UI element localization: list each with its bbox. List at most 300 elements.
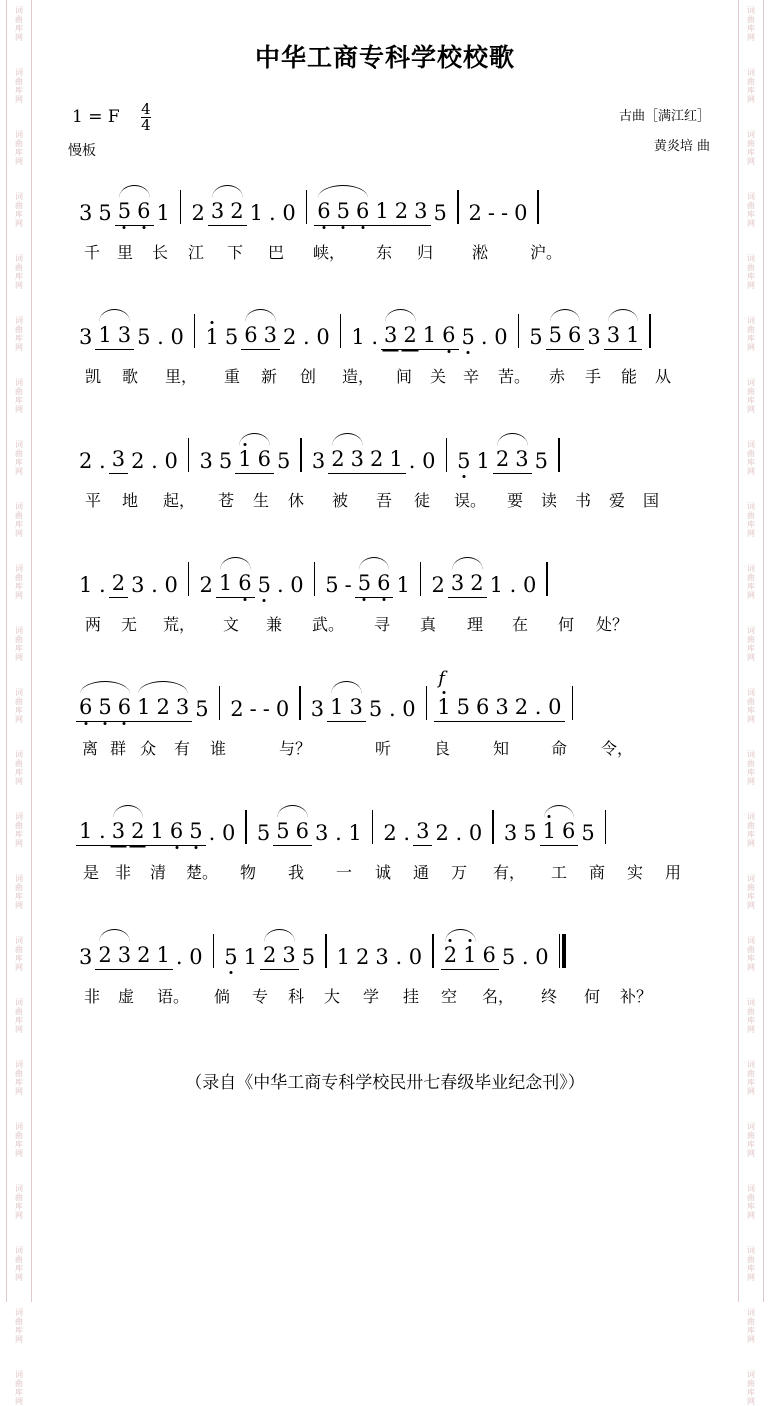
measure	[428, 570, 539, 598]
note: 5	[186, 818, 205, 846]
slur	[277, 805, 308, 818]
barline	[314, 562, 316, 596]
note: 1 .	[76, 818, 109, 846]
note: 1	[243, 945, 257, 969]
music-system-2	[40, 298, 730, 422]
note: 1	[336, 945, 351, 969]
measure	[434, 668, 564, 722]
note: 3	[115, 942, 134, 970]
watermark-text: 词曲库网	[747, 936, 755, 972]
note: 2	[493, 446, 512, 474]
watermark-text: 词曲库网	[747, 1184, 755, 1220]
lyric: 巴	[267, 243, 284, 262]
note: 2	[400, 322, 419, 350]
measure	[76, 942, 206, 970]
lyric: 众	[139, 739, 156, 758]
watermark-text: 词曲库网	[747, 874, 755, 910]
note: 3	[173, 694, 192, 722]
watermark-text: 词曲库网	[747, 1246, 755, 1282]
barline	[325, 934, 327, 968]
note: 2	[467, 570, 486, 598]
note: 1 .	[79, 573, 106, 597]
note: 2	[134, 942, 153, 970]
measure	[380, 818, 485, 846]
lyric: 凯	[84, 367, 101, 386]
note: 1 .	[351, 325, 379, 349]
note: 1	[540, 818, 559, 846]
watermark-text: 词曲库网	[747, 1370, 755, 1406]
credit-composer: 黄炎培 曲	[653, 139, 710, 154]
lyric: 江	[187, 243, 204, 262]
measure	[454, 446, 551, 474]
lyric: 里	[116, 243, 133, 262]
beamed-group	[109, 818, 148, 846]
note: 1	[154, 942, 173, 970]
lyric: 下	[226, 243, 243, 262]
music-system-6	[40, 794, 730, 918]
note: . 0	[268, 201, 296, 225]
slur	[138, 681, 188, 694]
barline	[300, 438, 302, 472]
note: 2	[227, 198, 246, 226]
lyrics-row	[40, 860, 730, 883]
note: -	[500, 201, 509, 225]
beamed-group	[448, 570, 487, 598]
note: 5	[115, 198, 134, 226]
barline-final	[559, 934, 561, 968]
lyric: 寻	[373, 615, 390, 634]
note: 3	[411, 198, 430, 226]
lyric: 淞	[471, 243, 488, 262]
lyric: 空	[440, 987, 457, 1006]
lyric: 要	[506, 491, 523, 510]
note: 1	[623, 322, 642, 350]
lyric: 手	[584, 367, 601, 386]
note: 3	[503, 821, 518, 845]
lyric: 万	[450, 863, 467, 882]
lyric: 是	[82, 863, 99, 882]
beamed-group	[367, 446, 406, 474]
watermark-text: 词曲库网	[747, 254, 755, 290]
measure	[76, 694, 212, 722]
slur	[385, 309, 416, 322]
note: 2 . 0	[131, 449, 178, 473]
lyric: 被	[331, 491, 348, 510]
score-content	[40, 0, 730, 1302]
watermark-text: 词曲库网	[747, 502, 755, 538]
note: 1	[156, 201, 170, 225]
watermark-text: 词曲库网	[747, 440, 755, 476]
lyrics-row	[40, 736, 730, 759]
lyric: 辛	[462, 367, 479, 386]
note: 6	[134, 198, 153, 226]
watermark-text: 词曲库网	[747, 68, 755, 104]
note: -	[487, 201, 495, 225]
measure	[188, 198, 298, 226]
note: 6	[565, 322, 584, 350]
lyric: 诚	[374, 863, 391, 882]
slur	[608, 309, 639, 322]
watermark-text: 词曲库网	[15, 1122, 23, 1158]
barline	[558, 438, 560, 472]
note: 6	[115, 694, 134, 722]
note: 5	[218, 449, 233, 473]
slur	[359, 557, 390, 570]
watermark-text: 词曲库网	[15, 998, 23, 1034]
watermark-text: 词曲库网	[15, 378, 23, 414]
lyrics-row	[40, 364, 730, 387]
note: 5	[98, 201, 112, 225]
lyric: 专	[251, 987, 268, 1006]
lyric: 苦。	[497, 367, 530, 386]
lyrics-row	[40, 240, 730, 263]
note: 5 . 0	[368, 697, 416, 721]
barline	[420, 562, 422, 596]
lyric: 真	[419, 615, 436, 634]
note: 5	[454, 448, 473, 474]
beamed-group	[134, 942, 173, 970]
lyric: 千	[83, 243, 100, 262]
watermark-text: 词曲库网	[15, 130, 23, 166]
watermark-text: 词曲库网	[15, 6, 23, 42]
watermark-text: 词曲库网	[15, 936, 23, 972]
note: 3	[261, 322, 280, 350]
watermark-strip-left	[6, 0, 32, 1406]
lyric: 商	[588, 863, 605, 882]
lyric: 谁	[209, 739, 226, 758]
lyric: 有，	[492, 863, 525, 882]
source-note: （录自《中华工商专科学校民卅七春级毕业纪念刊》）	[185, 1073, 585, 1093]
watermark-text: 词曲库网	[15, 564, 23, 600]
note: 5	[355, 570, 374, 598]
watermark-text: 词曲库网	[15, 1246, 23, 1282]
note: 6	[76, 694, 95, 722]
note: 5	[529, 325, 543, 349]
lyric: 两	[84, 615, 101, 634]
slur	[113, 805, 144, 818]
lyric: 在	[511, 615, 528, 634]
note: 2	[128, 818, 147, 846]
note: 1	[327, 694, 346, 722]
note: -	[344, 573, 352, 597]
lyric: 归	[416, 243, 433, 262]
measure	[441, 942, 552, 970]
note: 2 . 0	[282, 325, 330, 349]
note: 6	[439, 322, 458, 350]
lyric: 补？	[619, 987, 652, 1006]
beamed-group	[260, 942, 299, 970]
lyric: 名，	[481, 987, 514, 1006]
note: 3 . 0	[375, 945, 423, 969]
note: . 0	[480, 325, 508, 349]
note: 3	[311, 449, 326, 473]
note: 6	[473, 694, 492, 722]
watermark-text: 词曲库网	[15, 502, 23, 538]
lyric: 国	[642, 491, 659, 510]
lyric: 倘	[213, 987, 230, 1006]
lyric: 造，	[341, 367, 374, 386]
watermark-text: 词曲库网	[747, 750, 755, 786]
note: 5	[224, 325, 239, 349]
beamed-group	[208, 198, 247, 226]
measure	[76, 198, 173, 226]
note: 1	[396, 573, 410, 597]
beamed-group	[381, 322, 420, 350]
lyric: 楚。	[185, 863, 218, 882]
music-system-7	[40, 918, 730, 1042]
lyric: 休	[287, 491, 304, 510]
note: 3	[109, 818, 128, 846]
note: 1	[235, 446, 254, 474]
measure	[221, 942, 318, 970]
lyric: 读	[540, 491, 557, 510]
note: 5	[256, 821, 271, 845]
measure	[314, 198, 450, 226]
note: -	[249, 697, 257, 721]
note: . 0	[408, 449, 436, 473]
watermark-text: 词曲库网	[15, 440, 23, 476]
lyric: 误。	[453, 491, 486, 510]
slur	[99, 929, 130, 942]
note: 1	[134, 694, 153, 722]
lyric: 创	[299, 367, 316, 386]
note: 5	[276, 449, 291, 473]
lyric: 终	[540, 987, 557, 1006]
note: 3	[448, 570, 467, 598]
note: 3	[492, 694, 511, 722]
note: 6	[255, 446, 274, 474]
credits	[619, 102, 710, 162]
watermark-text: 词曲库网	[15, 1060, 23, 1096]
lyric: 平	[84, 491, 101, 510]
note: 3	[347, 694, 366, 722]
beamed-group	[441, 942, 480, 970]
music-system-1	[40, 174, 730, 298]
page-title: 中华工商专科学校校歌	[254, 43, 515, 72]
note: 3	[79, 201, 93, 225]
note: 2	[199, 573, 213, 597]
note: 3	[604, 322, 623, 350]
note: 5	[534, 449, 548, 473]
measure	[322, 570, 413, 598]
note: 2 . 0	[435, 821, 483, 845]
measure	[202, 322, 332, 350]
lyric: 清	[149, 863, 166, 882]
note: 3	[79, 325, 93, 349]
time-signature	[141, 102, 151, 133]
barline	[188, 562, 190, 596]
lyric: 苍	[217, 491, 234, 510]
watermark-text: 词曲库网	[747, 6, 755, 42]
notation-row	[40, 546, 730, 598]
watermark-text: 词曲库网	[747, 192, 755, 228]
note: 5	[334, 198, 353, 226]
watermark-text: 词曲库网	[15, 626, 23, 662]
time-signature-denominator: 4	[141, 116, 151, 134]
lyric: 何	[583, 987, 600, 1006]
barline	[194, 314, 196, 348]
beamed-group	[372, 198, 430, 226]
note: 2	[260, 942, 279, 970]
watermark-text: 词曲库网	[747, 1122, 755, 1158]
beamed-group	[216, 570, 255, 598]
lyric: 物	[239, 863, 256, 882]
lyric: 处？	[595, 615, 628, 634]
note: 2	[154, 694, 173, 722]
lyrics-row	[40, 612, 730, 635]
beamed-group	[314, 198, 372, 226]
note: 3	[79, 945, 93, 969]
notation-row	[40, 174, 730, 226]
note: 1	[372, 198, 391, 226]
measure	[466, 200, 531, 226]
watermark-text: 词曲库网	[15, 1308, 23, 1344]
note: 1	[420, 322, 439, 350]
lyric: 非	[114, 863, 131, 882]
barline	[245, 810, 247, 844]
note: 5	[459, 324, 478, 350]
note: 6	[241, 322, 260, 350]
beamed-group	[95, 942, 134, 970]
lyric: 有	[173, 739, 190, 758]
barline	[432, 934, 434, 968]
measure	[348, 322, 510, 350]
beamed-group	[235, 446, 274, 474]
barline	[457, 190, 459, 224]
watermark-text: 词曲库网	[15, 192, 23, 228]
lyric: 武。	[311, 615, 344, 634]
note: 5	[221, 944, 240, 970]
barline	[340, 314, 342, 348]
watermark-text: 词曲库网	[747, 998, 755, 1034]
note: 5	[523, 821, 537, 845]
lyric: 从	[654, 367, 671, 386]
note: 5	[95, 694, 114, 722]
beamed-group	[95, 322, 134, 350]
barline	[572, 686, 574, 720]
lyric: 生	[252, 491, 269, 510]
barline	[213, 934, 215, 968]
lyric: 峡，	[312, 243, 345, 262]
note: 6	[314, 198, 333, 226]
lyric: 长	[151, 243, 168, 262]
note: 1	[434, 694, 453, 722]
lyrics-row	[40, 984, 730, 1007]
note: 6	[374, 570, 393, 598]
lyric: 与？	[278, 739, 311, 758]
barline	[446, 438, 448, 472]
note: 5	[454, 694, 473, 722]
notation-row	[40, 422, 730, 474]
note: 6	[167, 818, 186, 846]
note: 2 .	[383, 821, 411, 845]
note: 1	[216, 570, 235, 598]
note: 3	[512, 446, 531, 474]
measure	[254, 818, 365, 846]
note: 5	[433, 201, 447, 225]
watermark-text: 词曲库网	[15, 750, 23, 786]
measure	[196, 446, 293, 474]
lyric: 听	[374, 739, 391, 758]
note: 1	[147, 818, 166, 846]
measure	[334, 944, 426, 970]
lyric: 间	[395, 367, 412, 386]
note: 2	[441, 942, 460, 970]
lyric: 地	[121, 491, 138, 510]
note: 2	[230, 697, 244, 721]
lyric: 离	[81, 739, 98, 758]
lyric: 命	[550, 739, 567, 758]
slur	[331, 681, 362, 694]
note: 2	[356, 945, 370, 969]
watermark-text: 词曲库网	[747, 626, 755, 662]
lyric: 兼	[265, 615, 282, 634]
measure	[309, 446, 439, 474]
lyric: 里，	[164, 367, 197, 386]
lyric: 良	[433, 739, 450, 758]
barline	[188, 438, 190, 472]
note: 5	[195, 697, 209, 721]
lyric: 实	[626, 863, 643, 882]
slur	[550, 309, 581, 322]
tempo-marking: 慢板	[68, 143, 96, 159]
measure	[227, 696, 292, 722]
music-system-4	[40, 546, 730, 670]
barline	[306, 190, 308, 224]
note: 2	[468, 201, 482, 225]
time-signature-numerator: 4	[141, 100, 151, 118]
lyric: 我	[287, 863, 304, 882]
note: 2	[392, 198, 411, 226]
barline	[372, 810, 374, 844]
note: 3	[348, 446, 367, 474]
note: . 0	[208, 821, 236, 845]
barline	[518, 314, 520, 348]
notation-row	[40, 670, 730, 722]
lyric: 重	[223, 367, 240, 386]
beamed-group	[546, 322, 585, 350]
slur	[332, 433, 363, 446]
note: 3	[109, 446, 128, 474]
note: 1	[460, 942, 479, 970]
barline	[180, 190, 182, 224]
beamed-group	[493, 446, 532, 474]
lyric: 大	[323, 987, 340, 1006]
barline	[537, 190, 539, 224]
lyric: 挂	[402, 987, 419, 1006]
barline	[426, 686, 428, 720]
music-system-3	[40, 422, 730, 546]
beamed-group	[540, 818, 579, 846]
beamed-group	[241, 322, 280, 350]
measure	[196, 570, 306, 598]
note: 3	[208, 198, 227, 226]
note: 2 .	[79, 449, 106, 473]
watermark-text: 词曲库网	[747, 812, 755, 848]
lyric: 群	[109, 739, 126, 758]
lyric: 能	[620, 367, 637, 386]
lyric: 令，	[600, 739, 633, 758]
note: 1	[202, 324, 221, 350]
measure	[308, 694, 419, 722]
slur	[80, 681, 130, 694]
beamed-group	[76, 694, 134, 722]
watermark-text: 词曲库网	[15, 68, 23, 104]
barline-final-thick	[562, 934, 566, 968]
watermark-text: 词曲库网	[747, 1060, 755, 1096]
slur	[212, 185, 243, 198]
dynamic-marking: f	[438, 668, 445, 689]
